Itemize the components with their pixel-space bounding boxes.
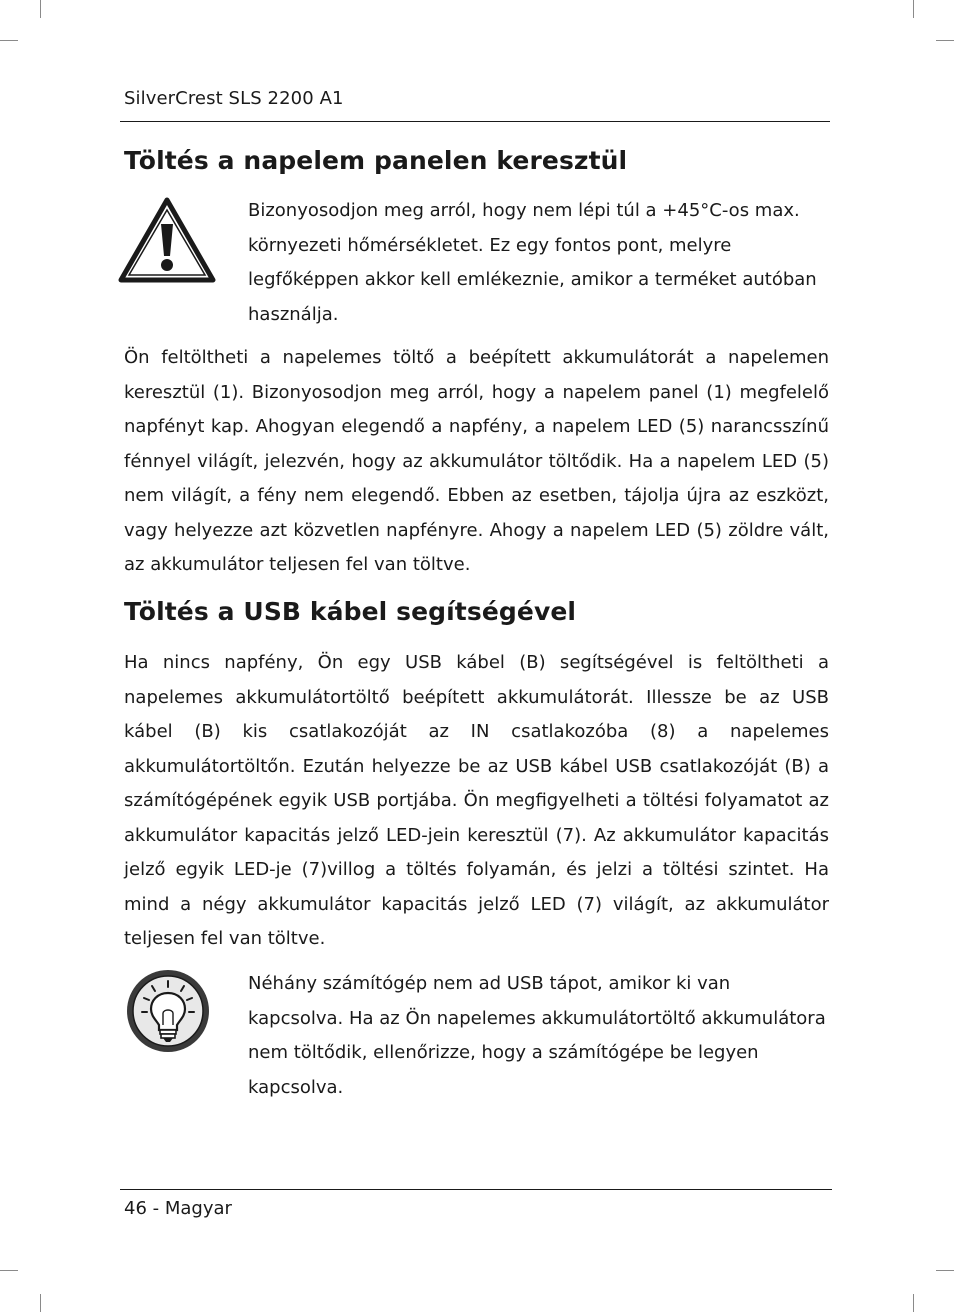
- crop-mark: [40, 1294, 41, 1312]
- section-heading-solar: Töltés a napelem panelen keresztül: [124, 146, 628, 175]
- warning-triangle-icon: [118, 196, 216, 288]
- running-header: SilverCrest SLS 2200 A1: [124, 88, 344, 109]
- crop-mark: [40, 0, 41, 18]
- page-number: 46 - Magyar: [124, 1198, 232, 1219]
- tip-note: Néhány számítógép nem ad USB tápot, amikor ki van kapcsolva. Ha az Ön napelemes akkumulátortöltő akkumulátora nem töltődik, ellenőrizze, hogy a számítógépe be legyen kapcsolva.: [248, 973, 826, 1098]
- crop-mark: [936, 1270, 954, 1271]
- lightbulb-icon: [124, 967, 212, 1059]
- crop-mark: [913, 0, 914, 18]
- header-rule: [120, 121, 830, 122]
- body-paragraph-solar: Ön feltöltheti a napelemes töltő a beépített akkumulátorát a napelemen keresztül (1). Bizonyosodjon meg arról, hogy a napelem panel (1) megfelelő napfényt kap. Ahogyan elegendő a napfény, a napelem LED (5) narancsszínű fénnyel világít, jelezvén, hogy az akkumulátor töltődik. Ha a napelem LED (5) nem világít, a fény nem elegendő. Ebben az esetben, tájolja újra az eszközt, vagy helyezze azt közvetlen napfényre. Ahogy a napelem LED (5) zöldre vált, az akkumulátor teljesen fel van töltve.: [124, 347, 829, 575]
- footer-rule: [120, 1189, 832, 1190]
- body-paragraph-usb: Ha nincs napfény, Ön egy USB kábel (B) segítségével is feltöltheti a napelemes akkumulátortöltő beépített akkumulátorát. Illessze be az USB kábel (B) kis csatlakozóját az IN csatlakozóba (8) a napelemes akkumulátortöltőn. Ezután helyezze be az USB kábel USB csatlakozóját (B) a számítógépének egyik USB portjába. Ön megfigyelheti a töltési folyamatot az akkumulátor kapacitás jelző LED-jein keresztül (7). Az akkumulátor kapacitás jelző egyik LED-je (7)villog a töltés folyamán, és jelzi a töltési szintet. Ha mind a négy akkumulátor kapacitás jelző LED (7) világít, az akkumulátor teljesen fel van töltve.: [124, 652, 829, 949]
- section-heading-usb: Töltés a USB kábel segítségével: [124, 597, 577, 626]
- crop-mark: [0, 40, 18, 41]
- crop-mark: [913, 1294, 914, 1312]
- crop-mark: [0, 1270, 18, 1271]
- warning-note: Bizonyosodjon meg arról, hogy nem lépi túl a +45°C-os max. környezeti hőmérsékletet. Ez egy fontos pont, melyre legfőképpen akkor kell emlékeznie, amikor a terméket autóban használja.: [248, 200, 817, 325]
- crop-mark: [936, 40, 954, 41]
